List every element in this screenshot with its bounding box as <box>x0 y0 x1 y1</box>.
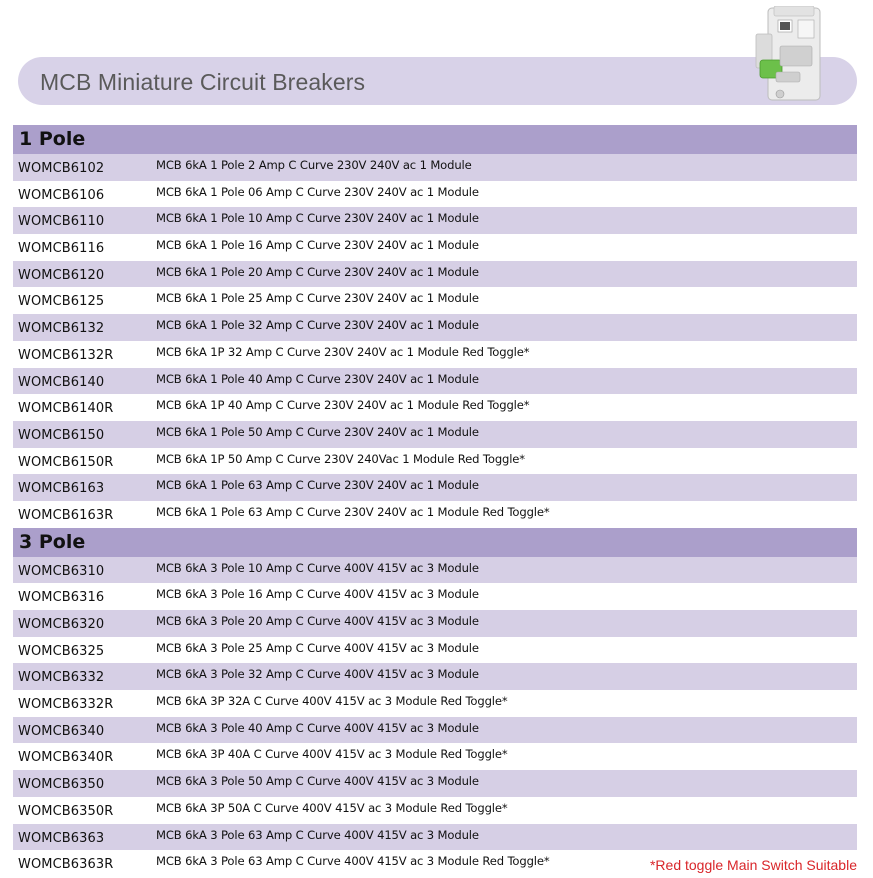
product-code: WOMCB6350R <box>18 803 114 819</box>
table-row <box>13 797 857 824</box>
product-code: WOMCB6140 <box>18 374 105 390</box>
product-description: MCB 6kA 3P 32A C Curve 400V 415V ac 3 Module Red Toggle* <box>156 694 508 709</box>
product-description: MCB 6kA 1 Pole 16 Amp C Curve 230V 240V ac 1 Module <box>156 238 479 253</box>
product-code: WOMCB6350 <box>18 777 105 793</box>
product-description: MCB 6kA 1 Pole 32 Amp C Curve 230V 240V ac 1 Module <box>156 318 479 333</box>
section-rows <box>13 557 857 877</box>
table-row <box>13 154 857 181</box>
product-description: MCB 6kA 1P 50 Amp C Curve 230V 240Vac 1 Module Red Toggle* <box>156 451 525 466</box>
product-description: MCB 6kA 3 Pole 32 Amp C Curve 400V 415V ac 3 Module <box>156 667 479 682</box>
product-code: WOMCB6140R <box>18 401 114 417</box>
product-description: MCB 6kA 3 Pole 20 Amp C Curve 400V 415V ac 3 Module <box>156 614 479 628</box>
product-description: MCB 6kA 1 Pole 63 Amp C Curve 230V 240V ac 1 Module <box>156 478 479 493</box>
table-row <box>13 663 857 690</box>
table-row <box>13 394 857 421</box>
product-description: MCB 6kA 1P 40 Amp C Curve 230V 240V ac 1 Module Red Toggle* <box>156 398 530 413</box>
product-code: WOMCB6163R <box>18 507 114 523</box>
product-description: MCB 6kA 3 Pole 10 Amp C Curve 400V 415V ac 3 Module <box>156 560 479 575</box>
table-row <box>13 824 857 851</box>
table-row <box>13 181 857 208</box>
table-row <box>13 690 857 717</box>
product-code: WOMCB6106 <box>18 187 105 203</box>
table-row <box>13 234 857 261</box>
table-row <box>13 368 857 395</box>
product-code: WOMCB6116 <box>18 241 105 257</box>
product-code: WOMCB6363 <box>18 830 105 846</box>
table-row <box>13 448 857 475</box>
table-row <box>13 501 857 528</box>
table-row <box>13 341 857 368</box>
product-code: WOMCB6363R <box>18 857 114 873</box>
table-row <box>13 583 857 610</box>
product-code: WOMCB6132R <box>18 347 114 363</box>
product-description: MCB 6kA 1 Pole 25 Amp C Curve 230V 240V ac 1 Module <box>156 291 479 306</box>
table-row <box>13 287 857 314</box>
product-code: WOMCB6340 <box>18 723 105 739</box>
product-code: WOMCB6163 <box>18 481 105 497</box>
product-description: MCB 6kA 3 Pole 50 Amp C Curve 400V 415V ac 3 Module <box>156 774 479 789</box>
product-description: MCB 6kA 1 Pole 63 Amp C Curve 230V 240V ac 1 Module Red Toggle* <box>156 504 550 519</box>
section-header: 1 Pole <box>13 125 857 154</box>
product-code: WOMCB6120 <box>18 267 105 283</box>
table-row <box>13 261 857 288</box>
table-row <box>13 314 857 341</box>
product-code: WOMCB6150 <box>18 427 105 443</box>
product-table <box>13 125 857 877</box>
table-row <box>13 207 857 234</box>
product-description: MCB 6kA 1P 32 Amp C Curve 230V 240V ac 1 Module Red Toggle* <box>156 344 530 359</box>
product-description: MCB 6kA 3 Pole 63 Amp C Curve 400V 415V ac 3 Module <box>156 827 479 842</box>
section-rows <box>13 154 857 528</box>
product-code: WOMCB6125 <box>18 294 105 310</box>
product-code: WOMCB6332 <box>18 670 105 686</box>
footnote: *Red toggle Main Switch Suitable <box>649 857 857 873</box>
product-code: WOMCB6340R <box>18 750 114 766</box>
table-row <box>13 421 857 448</box>
table-row <box>13 637 857 664</box>
product-description: MCB 6kA 3 Pole 63 Amp C Curve 400V 415V ac 3 Module Red Toggle* <box>156 854 550 869</box>
section-1-pole <box>13 125 857 528</box>
product-code: WOMCB6132 <box>18 321 105 337</box>
product-description: MCB 6kA 3 Pole 16 Amp C Curve 400V 415V ac 3 Module <box>156 587 479 602</box>
product-description: MCB 6kA 3 Pole 40 Amp C Curve 400V 415V ac 3 Module <box>156 720 479 735</box>
product-code: WOMCB6102 <box>18 161 105 176</box>
table-row <box>13 717 857 744</box>
product-description: MCB 6kA 1 Pole 06 Amp C Curve 230V 240V ac 1 Module <box>156 184 479 199</box>
product-code: WOMCB6320 <box>18 617 105 632</box>
product-code: WOMCB6310 <box>18 563 105 579</box>
table-row <box>13 474 857 501</box>
product-description: MCB 6kA 3 Pole 25 Amp C Curve 400V 415V ac 3 Module <box>156 640 479 655</box>
product-description: MCB 6kA 1 Pole 20 Amp C Curve 230V 240V ac 1 Module <box>156 264 479 279</box>
section-header: 3 Pole <box>13 528 857 557</box>
product-code: WOMCB6325 <box>18 643 105 659</box>
table-row <box>13 770 857 797</box>
product-description: MCB 6kA 1 Pole 40 Amp C Curve 230V 240V ac 1 Module <box>156 371 479 386</box>
table-row <box>13 743 857 770</box>
product-description: MCB 6kA 1 Pole 2 Amp C Curve 230V 240V ac 1 Module <box>156 158 472 172</box>
product-code: WOMCB6150R <box>18 454 114 470</box>
product-code: WOMCB6332R <box>18 697 114 713</box>
product-description: MCB 6kA 3P 40A C Curve 400V 415V ac 3 Module Red Toggle* <box>156 747 508 762</box>
page-title: MCB Miniature Circuit Breakers <box>40 69 366 95</box>
title-banner <box>18 57 857 105</box>
product-description: MCB 6kA 3P 50A C Curve 400V 415V ac 3 Module Red Toggle* <box>156 800 508 815</box>
product-description: MCB 6kA 1 Pole 50 Amp C Curve 230V 240V ac 1 Module <box>156 424 479 439</box>
product-description: MCB 6kA 1 Pole 10 Amp C Curve 230V 240V ac 1 Module <box>156 211 479 226</box>
product-code: WOMCB6316 <box>18 590 105 606</box>
product-code: WOMCB6110 <box>18 214 105 230</box>
table-row <box>13 557 857 584</box>
table-row <box>13 610 857 637</box>
section-3-pole <box>13 528 857 877</box>
circuit-breaker-image <box>750 6 826 106</box>
